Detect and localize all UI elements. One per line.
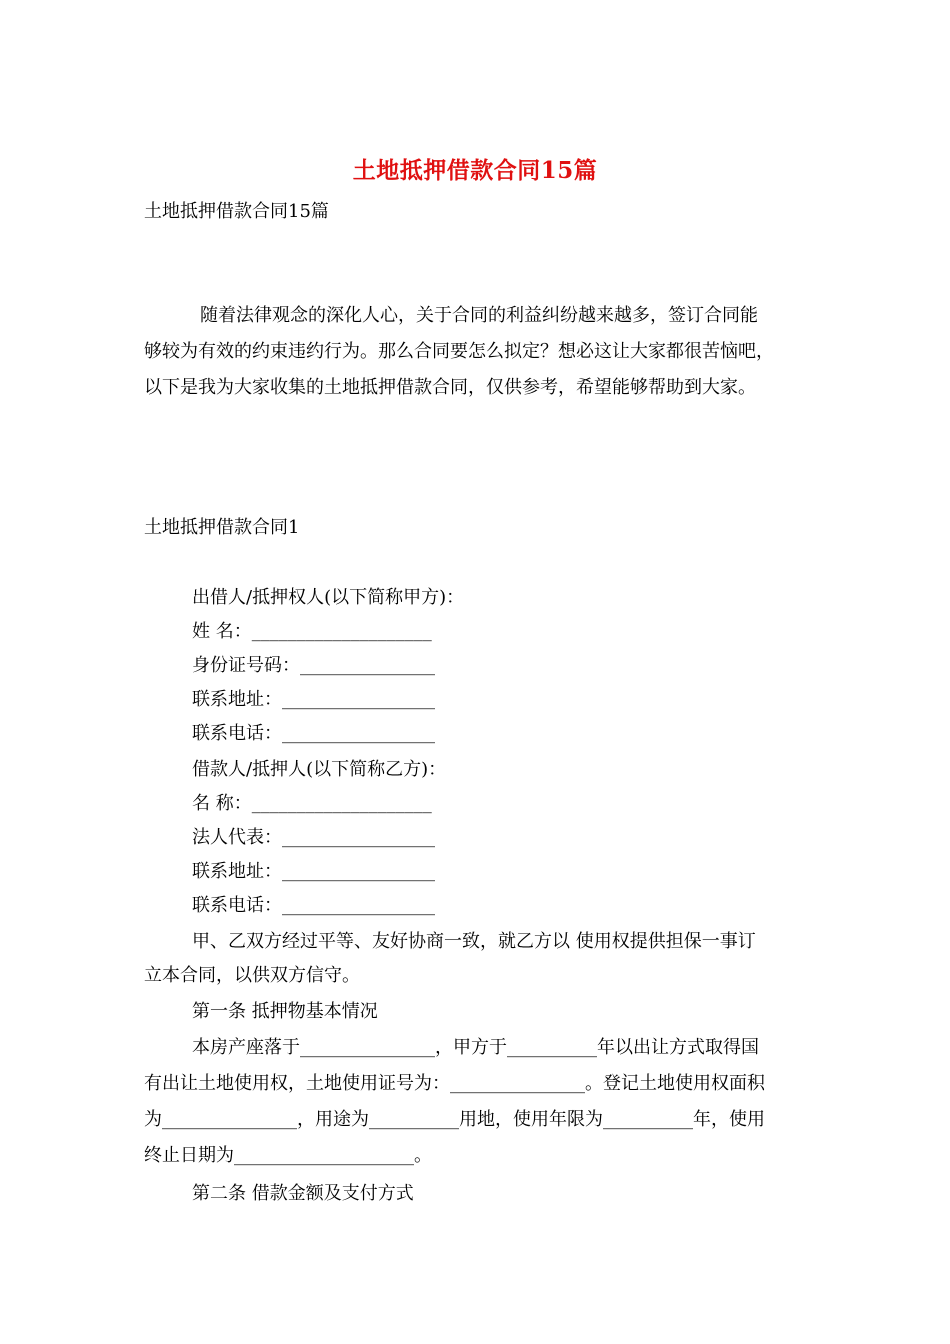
party-b-header: 借款人/抵押人(以下简称乙方)：	[192, 759, 447, 780]
article-2-title: 第二条 借款金额及支付方式	[192, 1183, 414, 1204]
party-b-name-field: 名 称：____________________	[192, 793, 432, 814]
party-a-name-field: 姓 名：____________________	[192, 621, 432, 642]
section-heading: 土地抵押借款合同1	[144, 517, 300, 538]
party-b-legal-rep-field: 法人代表：_________________	[192, 827, 435, 848]
article-1-line: 本房产座落于_______________，甲方于__________年以出让方式取得国	[192, 1037, 759, 1058]
article-1-line: 为_______________，用途为__________用地，使用年限为__________年，使用	[144, 1109, 765, 1130]
intro-line: 以下是我为大家收集的土地抵押借款合同，仅供参考，希望能够帮助到大家。	[144, 377, 756, 398]
document-subtitle: 土地抵押借款合同15篇	[144, 201, 329, 222]
intro-line: 随着法律观念的深化人心，关于合同的利益纠纷越来越多，签订合同能	[200, 305, 758, 326]
party-a-id-field: 身份证号码：_______________	[192, 655, 435, 676]
agreement-line: 立本合同，以供双方信守。	[144, 965, 360, 986]
agreement-line: 甲、乙双方经过平等、友好协商一致，就乙方以 使用权提供担保一事订	[192, 931, 756, 952]
intro-line: 够较为有效的约束违约行为。那么合同要怎么拟定？想必这让大家都很苦恼吧，	[144, 341, 774, 362]
party-a-phone-field: 联系电话：_________________	[192, 723, 435, 744]
party-b-phone-field: 联系电话：_________________	[192, 895, 435, 916]
party-a-header: 出借人/抵押权人(以下简称甲方)：	[192, 587, 465, 608]
article-1-line: 终止日期为____________________。	[144, 1145, 432, 1166]
party-b-address-field: 联系地址：_________________	[192, 861, 435, 882]
article-1-line: 有出让土地使用权，土地使用证号为：_______________。登记土地使用权面积	[144, 1073, 765, 1094]
document-title: 土地抵押借款合同15篇	[352, 157, 598, 184]
party-a-address-field: 联系地址：_________________	[192, 689, 435, 710]
article-1-title: 第一条 抵押物基本情况	[192, 1001, 378, 1022]
